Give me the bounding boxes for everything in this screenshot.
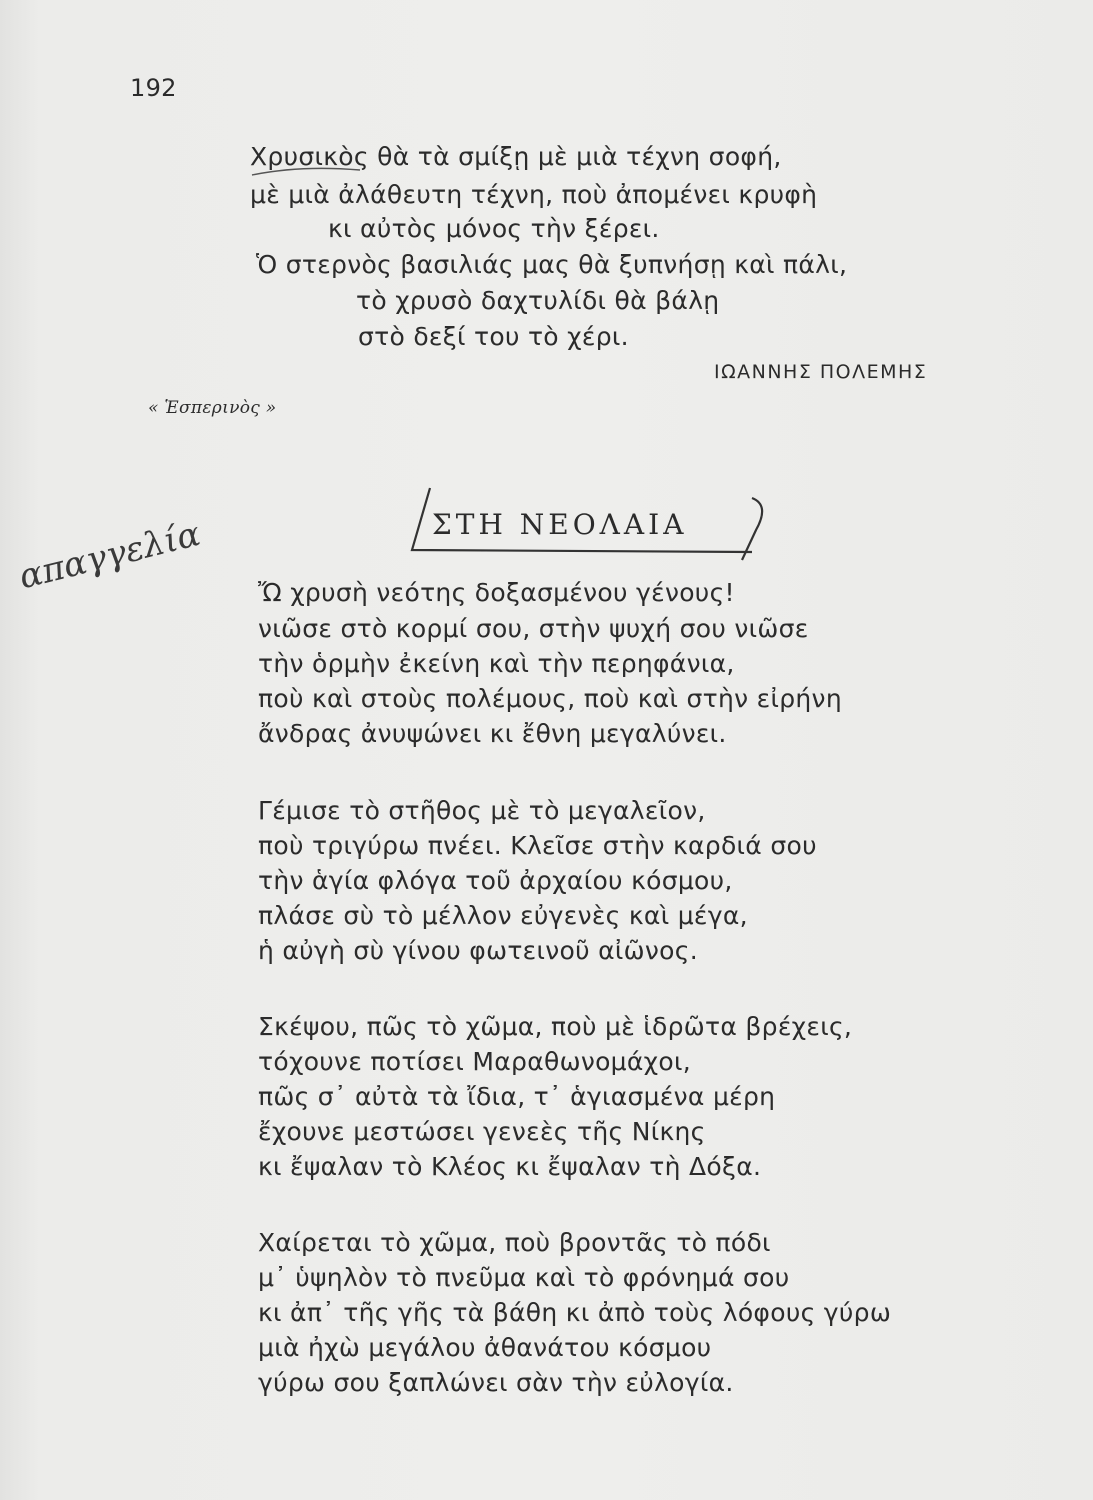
stanza3-line-3: πῶς σ᾿ αὐτὰ τὰ ἴδια, τ᾿ ἁγιασμένα μέρη [258,1082,776,1111]
stanza3-line-5: κι ἔψαλαν τὸ Κλέος κι ἔψαλαν τὴ Δόξα. [258,1152,762,1181]
pencil-underline-mark [252,168,360,175]
poem1-line-3: κι αὐτὸς μόνος τὴν ξέρει. [328,214,660,243]
stanza4-line-3: κι ἀπ᾿ τῆς γῆς τὰ βάθη κι ἀπὸ τοὺς λόφους γύρω [258,1298,892,1327]
stanza4-line-1: Χαίρεται τὸ χῶμα, ποὺ βροντᾶς τὸ πόδι [258,1228,771,1257]
stanza1-line-2: νιῶσε στὸ κορμί σου, στὴν ψυχή σου νιῶσε [258,614,809,643]
stanza4-line-5: γύρω σου ξαπλώνει σὰν τὴν εὐλογία. [258,1368,734,1397]
stanza1-line-3: τὴν ὁρμὴν ἐκείνη καὶ τὴν περηφάνια, [258,649,735,678]
stanza3-line-4: ἔχουνε μεστώσει γενεὲς τῆς Νίκης [258,1117,706,1146]
source-citation: « Ἑσπερινὸς » [148,398,277,418]
stanza1-line-4: ποὺ καὶ στοὺς πολέμους, ποὺ καὶ στὴν εἰρήνη [258,684,842,713]
poem1-line-1: Χρυσικὸς θὰ τὰ σμίξῃ μὲ μιὰ τέχνη σοφή, [250,142,782,171]
poem1-line-6: στὸ δεξί του τὸ χέρι. [358,322,629,351]
poem1-line-2: μὲ μιὰ ἀλάθευτη τέχνη, ποὺ ἀπομένει κρυφὴ [250,180,818,209]
stanza3-line-1: Σκέψου, πῶς τὸ χῶμα, ποὺ μὲ ἱδρῶτα βρέχεις, [258,1012,853,1041]
stanza2-line-5: ἡ αὐγὴ σὺ γίνου φωτεινοῦ αἰῶνος. [258,936,698,965]
stanza2-line-4: πλάσε σὺ τὸ μέλλον εὐγενὲς καὶ μέγα, [258,901,748,930]
stanza2-line-1: Γέμισε τὸ στῆθος μὲ τὸ μεγαλεῖον, [258,796,706,825]
stanza3-line-2: τόχουνε ποτίσει Μαραθωνομάχοι, [258,1047,692,1076]
stanza1-line-5: ἄνδρας ἀνυψώνει κι ἔθνη μεγαλύνει. [258,719,727,748]
stanza2-line-2: ποὺ τριγύρω πνέει. Κλεῖσε στὴν καρδιά σου [258,831,817,860]
stanza1-line-1: Ὤ χρυσὴ νεότης δοξασμένου γένους! [258,578,735,607]
page-number: 192 [130,74,177,102]
stanza4-line-4: μιὰ ἠχὼ μεγάλου ἀθανάτου κόσμου [258,1333,712,1362]
stanza4-line-2: μ᾿ ὑψηλὸν τὸ πνεῦμα καὶ τὸ φρόνημά σου [258,1263,790,1292]
poem1-line-5: τὸ χρυσὸ δαχτυλίδι θὰ βάλῃ [356,286,720,315]
stanza2-line-3: τὴν ἁγία φλόγα τοῦ ἀρχαίου κόσμου, [258,866,733,895]
handwritten-note: απαγγελία [15,513,205,598]
author-signature: ΙΩΑΝΝΗΣ ΠΟΛΕΜΗΣ [714,361,928,383]
poem-title: ΣΤΗ ΝΕΟΛΑΙΑ [432,508,688,541]
poem-title-box [412,498,762,554]
poem1-line-4: Ὁ στερνὸς βασιλιάς μας θὰ ξυπνήσῃ καὶ πάλι, [256,250,848,279]
